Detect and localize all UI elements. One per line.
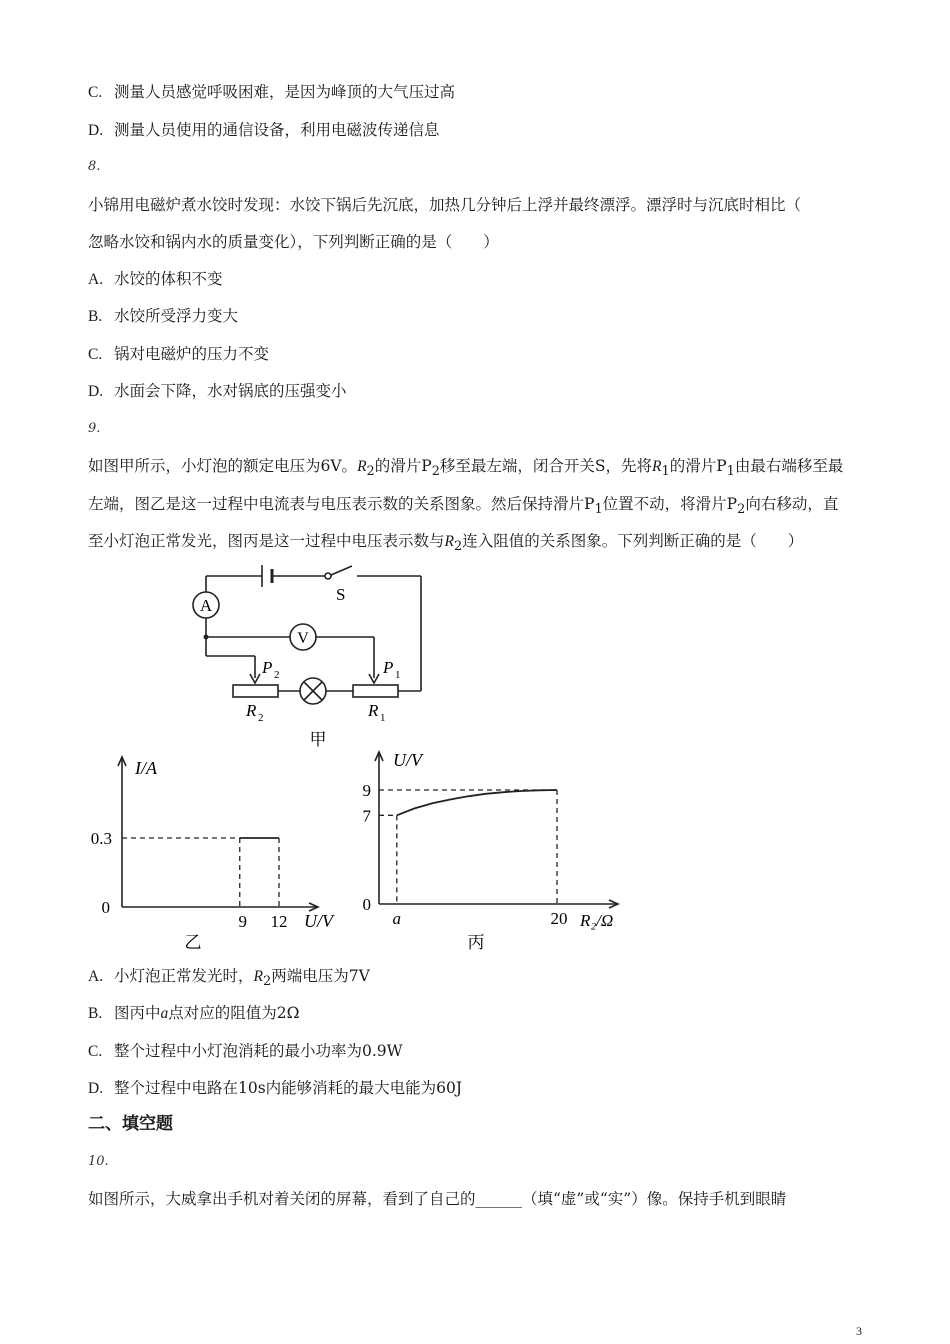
stem-text: 的滑片P (374, 457, 432, 475)
caption-bing: 丙 (467, 933, 485, 952)
symbol-r: R (444, 533, 454, 550)
symbol-r: R (357, 458, 367, 475)
option-text: 整个过程中电路在10s内能够消耗的最大电能为60J (114, 1079, 463, 1097)
x-tick-label: 12 (270, 912, 288, 931)
caption-yi: 乙 (184, 933, 202, 952)
y-tick-label: 7 (362, 806, 371, 826)
subscript: 2 (431, 464, 440, 480)
stem-text: 向右移动，直 (745, 495, 839, 513)
option-text: 测量人员感觉呼吸困难，是因为峰顶的大气压过高 (114, 83, 456, 101)
symbol-r: R (253, 968, 263, 985)
option-text: 锅对电磁炉的压力不变 (114, 345, 270, 363)
option-letter: B. (88, 308, 103, 325)
r2-label: R (246, 701, 257, 720)
subscript: 1 (661, 464, 670, 480)
x-tick-label: 20 (550, 909, 568, 928)
p2-label: P (262, 658, 273, 677)
p1-subscript: 1 (395, 669, 401, 681)
option-text: 点对应的阻值为2Ω (168, 1004, 300, 1022)
q10-number: 10. (88, 1154, 109, 1169)
option-text: 整个过程中小灯泡消耗的最小功率为0.9W (114, 1042, 403, 1060)
r1-subscript: 1 (380, 712, 386, 724)
option-letter: D. (88, 122, 104, 139)
x-axis-label: R₂/Ω (580, 911, 614, 930)
option-letter: B. (88, 1005, 103, 1022)
stem-text: 至小灯泡正常发光，图丙是这一过程中电压表示数与 (88, 532, 445, 550)
origin-label: 0 (362, 895, 371, 914)
option-text: 水面会下降，水对锅底的压强变小 (114, 382, 347, 400)
x-tick-label: a (392, 909, 402, 928)
voltmeter-label: V (297, 630, 309, 647)
y-axis-label: U/V (393, 750, 422, 770)
q8-number: 8. (88, 159, 101, 174)
option-letter: C. (88, 84, 103, 101)
option-letter: D. (88, 1080, 104, 1097)
data-curve (397, 790, 557, 815)
switch-contact (325, 573, 331, 579)
q9-option-d (88, 1078, 462, 1099)
q10-stem-line1: 如图所示，大威拿出手机对着关闭的屏幕，看到了自己的______（填“虚”或“实”）像。保持手机到眼睛 (88, 1190, 787, 1208)
option-text: 小灯泡正常发光时， (114, 967, 254, 985)
caption-jia: 甲 (309, 730, 327, 749)
r1-resistor (353, 685, 398, 697)
subscript: 1 (726, 464, 735, 480)
origin-label: 0 (101, 898, 110, 917)
stem-text: 由最右端移至最 (734, 457, 844, 475)
option-text: 测量人员使用的通信设备，利用电磁波传递信息 (114, 121, 440, 139)
subscript: 2 (262, 974, 272, 990)
subscript: 2 (453, 539, 463, 555)
symbol-a: a (160, 1005, 169, 1022)
q9-option-b (88, 1003, 299, 1024)
q9-option-a (88, 966, 370, 992)
stem-text: 连入阻值的关系图象。下列判断正确的是（ ） (462, 532, 804, 550)
stem-text: 的滑片P (669, 457, 727, 475)
p2-subscript: 2 (274, 669, 280, 681)
q8-stem-line2: 忽略水饺和锅内水的质量变化），下列判断正确的是（ ） (88, 233, 499, 251)
subscript: 2 (737, 502, 746, 518)
option-letter: A. (88, 968, 104, 985)
symbol-r: R (652, 458, 662, 475)
y-tick-label: 0.3 (90, 829, 112, 848)
p1-label: P (383, 658, 394, 677)
y-axis-label: I/A (135, 758, 157, 778)
q9-option-c (88, 1041, 403, 1062)
subscript: 2 (366, 464, 375, 480)
option-letter: A. (88, 271, 104, 288)
junction-dot (204, 635, 209, 640)
r1-label: R (368, 701, 379, 720)
switch-label: S (336, 585, 346, 604)
q9-number: 9. (88, 421, 101, 436)
stem-text: 如图甲所示，小灯泡的额定电压为6V。 (88, 457, 358, 475)
x-tick-label: 9 (238, 912, 247, 931)
chart-yi (91, 757, 335, 952)
x-axis-label: U/V (304, 911, 333, 931)
subscript: 1 (594, 502, 603, 518)
r2-resistor (233, 685, 278, 697)
stem-text: 位置不动，将滑片P (602, 495, 738, 513)
chart-bing (363, 750, 619, 952)
option-text: 水饺所受浮力变大 (114, 307, 239, 325)
option-text: 图丙中 (114, 1004, 161, 1022)
option-letter: D. (88, 383, 104, 400)
ammeter-label: A (199, 596, 213, 615)
page-number: 3 (856, 1324, 862, 1338)
q8-stem-line1: 小锦用电磁炉煮水饺时发现：水饺下锅后先沉底，加热几分钟后上浮并最终漂浮。漂浮时与沉底时相比（ (88, 196, 802, 214)
switch-blade (331, 566, 352, 575)
option-letter: C. (88, 346, 103, 363)
stem-text: 移至最左端，闭合开关S，先将 (439, 457, 653, 475)
option-text: 水饺的体积不变 (114, 270, 223, 288)
y-tick-label: 9 (362, 781, 371, 800)
option-letter: C. (88, 1043, 103, 1060)
r2-subscript: 2 (258, 712, 264, 724)
section-heading: 二、填空题 (88, 1114, 173, 1134)
option-text: 两端电压为7V (271, 967, 370, 985)
stem-text: 左端，图乙是这一过程中电流表与电压表示数的关系图象。然后保持滑片P (88, 495, 595, 513)
